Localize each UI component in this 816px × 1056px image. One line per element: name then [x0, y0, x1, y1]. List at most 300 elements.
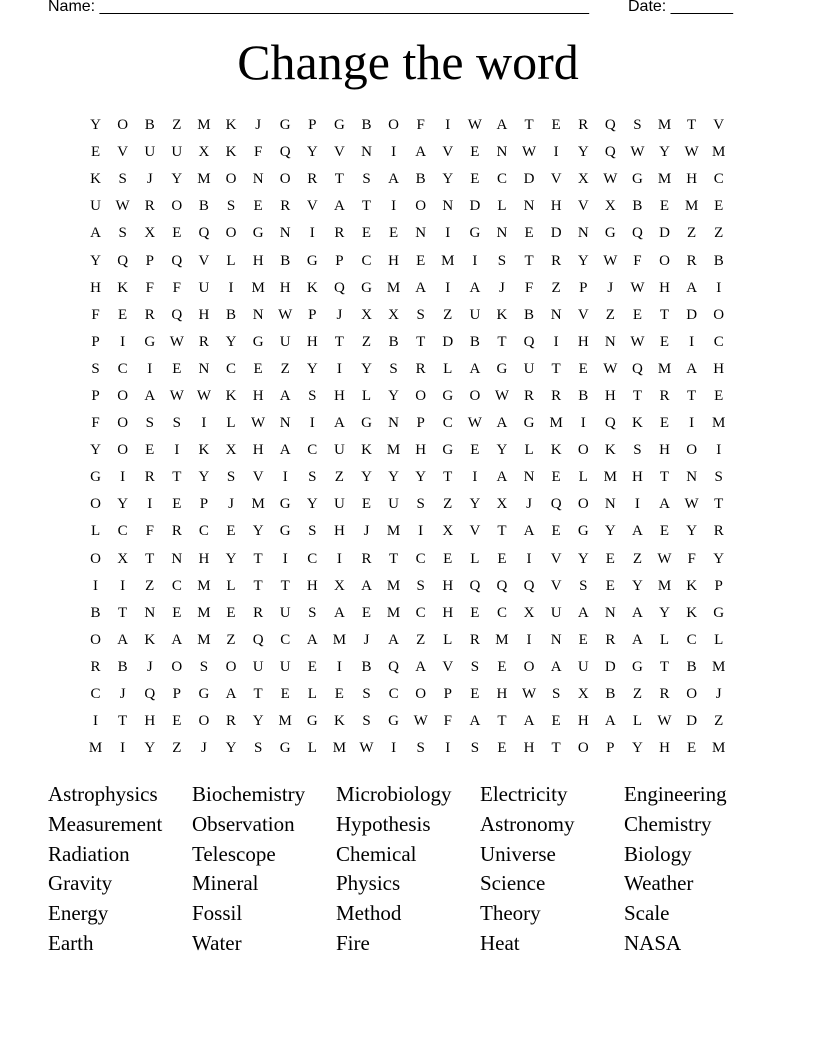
grid-letter: R	[307, 171, 318, 188]
grid-letter: G	[442, 387, 454, 404]
grid-letter: A	[171, 631, 183, 648]
grid-letter: P	[172, 686, 181, 703]
grid-letter: Y	[388, 469, 399, 486]
grid-letter: H	[306, 333, 318, 350]
grid-letter: U	[252, 658, 264, 675]
grid-letter: G	[333, 117, 345, 134]
grid-letter: I	[472, 469, 478, 486]
grid-letter: O	[469, 387, 481, 404]
grid-letter: Z	[172, 117, 182, 134]
grid-letter: U	[171, 144, 183, 161]
grid-letter: O	[171, 198, 183, 215]
grid-letter: A	[604, 713, 616, 730]
grid-letter: H	[659, 442, 670, 459]
grid-letter: S	[118, 225, 127, 242]
grid-letter: V	[198, 252, 210, 269]
grid-letter: Y	[632, 577, 643, 594]
grid-letter: W	[521, 686, 537, 703]
grid-letter: I	[716, 279, 722, 296]
grid-letter: C	[117, 523, 128, 540]
word-list-item: Scale	[624, 901, 670, 926]
grid-letter: E	[118, 306, 128, 323]
grid-letter: G	[361, 415, 372, 432]
grid-letter: X	[333, 577, 345, 594]
grid-letter: B	[524, 306, 535, 323]
grid-letter: S	[633, 117, 642, 134]
grid-letter: I	[526, 631, 532, 648]
grid-letter: M	[197, 604, 211, 621]
grid-letter: T	[253, 686, 263, 703]
grid-letter: X	[577, 686, 589, 703]
grid-letter: N	[252, 171, 264, 188]
grid-letter: L	[226, 252, 236, 269]
grid-letter: E	[578, 631, 588, 648]
grid-letter: B	[117, 658, 128, 675]
grid-letter: Y	[713, 550, 725, 567]
grid-letter: H	[713, 360, 725, 377]
word-list-item: Earth	[48, 930, 94, 955]
grid-letter: S	[118, 171, 127, 188]
grid-letter: G	[388, 713, 399, 730]
grid-letter: A	[496, 415, 508, 432]
word-list-item: Weather	[624, 871, 694, 896]
grid-letter: A	[279, 387, 291, 404]
grid-letter: A	[306, 631, 318, 648]
grid-letter: J	[526, 496, 532, 513]
grid-letter: W	[657, 550, 672, 567]
grid-letter: S	[416, 306, 425, 323]
grid-letter: P	[606, 740, 615, 757]
grid-letter: A	[523, 713, 535, 730]
grid-letter: O	[225, 658, 237, 675]
grid-letter: F	[524, 279, 534, 296]
grid-letter: T	[497, 713, 507, 730]
grid-letter: G	[523, 415, 535, 432]
grid-letter: T	[497, 523, 507, 540]
grid-letter: S	[470, 740, 480, 757]
grid-letter: Z	[145, 577, 155, 594]
grid-letter: M	[441, 252, 455, 269]
grid-letter: C	[713, 333, 724, 350]
word-list-item: Hypothesis	[336, 811, 431, 836]
grid-letter: O	[415, 387, 427, 404]
word-list-item: Fire	[336, 930, 370, 955]
grid-letter: I	[201, 415, 207, 432]
grid-letter: F	[91, 306, 100, 323]
grid-letter: X	[225, 442, 237, 459]
grid-letter: B	[198, 198, 209, 215]
grid-letter: M	[495, 631, 509, 648]
grid-letter: L	[524, 442, 534, 459]
word-list-item: Chemical	[336, 841, 417, 866]
grid-letter: L	[361, 387, 372, 404]
grid-letter: X	[144, 225, 156, 242]
grid-letter: M	[386, 604, 401, 621]
grid-letter: F	[172, 279, 181, 296]
grid-letter: Q	[388, 658, 399, 675]
grid-letter: N	[577, 225, 589, 242]
grid-letter: Y	[659, 604, 670, 621]
grid-letter: W	[278, 306, 293, 323]
grid-letter: M	[332, 631, 347, 648]
grid-letter: H	[279, 279, 291, 296]
grid-letter: K	[604, 442, 616, 459]
grid-letter: M	[657, 360, 672, 377]
grid-letter: I	[445, 225, 451, 242]
grid-letter: M	[332, 740, 347, 757]
grid-letter: P	[416, 415, 425, 432]
grid-letter: J	[715, 686, 722, 703]
grid-letter: C	[442, 415, 453, 432]
grid-letter: K	[225, 387, 237, 404]
grid-letter: G	[279, 496, 291, 513]
grid-letter: Q	[496, 577, 508, 594]
grid-letter: A	[361, 577, 372, 594]
grid-letter: I	[147, 496, 153, 513]
grid-letter: H	[523, 740, 535, 757]
grid-letter: A	[333, 604, 345, 621]
grid-letter: M	[712, 740, 726, 757]
grid-letter: O	[388, 117, 399, 134]
grid-letter: C	[171, 577, 182, 594]
grid-letter: Y	[306, 360, 318, 377]
grid-letter: X	[361, 306, 372, 323]
grid-letter: N	[144, 604, 156, 621]
grid-letter: B	[578, 387, 589, 404]
grid-letter: Z	[632, 550, 642, 567]
grid-letter: M	[197, 577, 211, 594]
grid-letter: V	[577, 306, 589, 323]
grid-letter: T	[659, 469, 670, 486]
grid-letter: U	[198, 279, 210, 296]
grid-letter: L	[307, 686, 317, 703]
word-list-item: Microbiology	[336, 782, 452, 806]
grid-letter: T	[334, 171, 344, 188]
grid-letter: T	[416, 333, 426, 350]
word-list-item: Heat	[480, 930, 520, 955]
grid-letter: Q	[604, 144, 616, 161]
grid-letter: Q	[632, 225, 643, 242]
grid-letter: Y	[388, 387, 399, 404]
grid-letter: T	[632, 387, 642, 404]
grid-letter: Y	[252, 713, 264, 730]
grid-letter: O	[713, 306, 725, 323]
grid-letter: I	[120, 469, 126, 486]
grid-letter: B	[90, 604, 101, 621]
grid-letter: R	[361, 550, 372, 567]
grid-letter: S	[497, 252, 507, 269]
grid-letter: N	[686, 469, 698, 486]
grid-letter: O	[198, 713, 210, 730]
grid-letter: Q	[171, 252, 183, 269]
word-list-item: Astronomy	[480, 811, 575, 836]
grid-letter: D	[686, 713, 698, 730]
grid-letter: E	[253, 198, 263, 215]
grid-letter: Q	[523, 577, 535, 594]
grid-letter: O	[117, 387, 129, 404]
grid-letter: S	[416, 496, 425, 513]
grid-letter: R	[578, 117, 589, 134]
grid-letter: J	[336, 306, 343, 323]
grid-letter: T	[334, 333, 344, 350]
grid-letter: N	[279, 225, 291, 242]
grid-letter: E	[470, 442, 480, 459]
grid-letter: M	[197, 117, 211, 134]
grid-letter: C	[226, 360, 237, 377]
grid-letter: J	[119, 686, 126, 703]
grid-letter: S	[145, 415, 154, 432]
grid-letter: E	[470, 144, 480, 161]
grid-letter: U	[333, 442, 345, 459]
grid-letter: N	[442, 198, 454, 215]
grid-letter: H	[496, 686, 508, 703]
word-list-item: Observation	[192, 811, 295, 836]
grid-letter: W	[196, 387, 211, 404]
grid-letter: C	[198, 523, 209, 540]
grid-letter: N	[496, 225, 508, 242]
grid-letter: I	[689, 415, 695, 432]
grid-letter: G	[632, 658, 643, 675]
grid-letter: T	[551, 740, 561, 757]
grid-letter: P	[145, 252, 154, 269]
grid-letter: O	[171, 658, 183, 675]
grid-letter: G	[442, 442, 454, 459]
grid-letter: Q	[198, 225, 210, 242]
grid-letter: E	[226, 523, 236, 540]
grid-letter: M	[712, 144, 726, 161]
grid-letter: M	[603, 469, 617, 486]
grid-letter: Y	[577, 550, 589, 567]
grid-letter: S	[551, 686, 561, 703]
grid-letter: L	[90, 523, 101, 540]
grid-letter: G	[144, 333, 156, 350]
grid-letter: T	[659, 658, 670, 675]
grid-letter: A	[632, 631, 643, 648]
grid-letter: Y	[604, 523, 616, 540]
grid-letter: M	[657, 577, 672, 594]
grid-letter: R	[334, 225, 345, 242]
letter-grid	[82, 112, 732, 762]
grid-letter: H	[333, 387, 345, 404]
grid-letter: A	[659, 496, 670, 513]
grid-letter: M	[549, 415, 563, 432]
grid-letter: Z	[551, 279, 561, 296]
grid-letter: E	[659, 333, 670, 350]
grid-letter: R	[415, 360, 426, 377]
grid-letter: F	[633, 252, 642, 269]
grid-letter: T	[361, 198, 372, 215]
grid-letter: A	[469, 360, 481, 377]
grid-letter: E	[416, 252, 426, 269]
grid-letter: R	[253, 604, 264, 621]
grid-letter: R	[713, 523, 724, 540]
grid-letter: Y	[225, 740, 237, 757]
grid-letter: E	[172, 713, 182, 730]
grid-letter: E	[605, 550, 615, 567]
grid-letter: W	[169, 387, 184, 404]
grid-letter: Q	[144, 686, 156, 703]
grid-letter: R	[659, 387, 670, 404]
grid-letter: J	[607, 279, 614, 296]
grid-letter: P	[308, 306, 317, 323]
grid-letter: L	[659, 631, 670, 648]
grid-letter: N	[604, 496, 616, 513]
grid-letter: K	[144, 631, 156, 648]
grid-letter: E	[687, 740, 697, 757]
grid-letter: L	[632, 713, 642, 730]
grid-letter: E	[172, 604, 182, 621]
grid-letter: E	[551, 469, 561, 486]
grid-letter: B	[632, 198, 643, 215]
grid-letter: I	[282, 550, 288, 567]
grid-letter: U	[279, 604, 291, 621]
grid-letter: V	[577, 198, 589, 215]
grid-letter: Q	[279, 144, 291, 161]
grid-letter: D	[604, 658, 616, 675]
grid-letter: T	[388, 550, 399, 567]
grid-letter: A	[577, 604, 589, 621]
grid-letter: I	[445, 279, 451, 296]
grid-letter: Y	[361, 469, 372, 486]
grid-letter: Z	[172, 740, 182, 757]
grid-letter: B	[713, 252, 724, 269]
grid-letter: Y	[225, 550, 237, 567]
grid-letter: H	[252, 442, 264, 459]
grid-letter: Z	[443, 306, 453, 323]
grid-letter: Y	[415, 469, 427, 486]
grid-letter: Z	[632, 686, 642, 703]
grid-letter: E	[551, 713, 561, 730]
grid-letter: K	[686, 604, 698, 621]
grid-letter: Q	[252, 631, 264, 648]
grid-letter: Q	[604, 117, 616, 134]
grid-letter: I	[309, 225, 315, 242]
grid-letter: E	[307, 658, 317, 675]
grid-letter: V	[469, 523, 481, 540]
grid-letter: N	[388, 415, 399, 432]
grid-letter: F	[91, 415, 100, 432]
grid-letter: A	[388, 631, 399, 648]
grid-letter: P	[335, 252, 344, 269]
grid-letter: S	[362, 686, 371, 703]
grid-letter: Q	[523, 333, 535, 350]
grid-letter: A	[415, 279, 427, 296]
grid-letter: B	[686, 658, 697, 675]
grid-letter: M	[88, 740, 103, 757]
grid-letter: E	[714, 387, 724, 404]
grid-letter: G	[252, 225, 264, 242]
grid-letter: O	[686, 686, 698, 703]
grid-letter: O	[415, 686, 427, 703]
grid-letter: S	[199, 658, 209, 675]
grid-letter: G	[306, 252, 318, 269]
grid-letter: A	[686, 279, 698, 296]
grid-letter: G	[604, 225, 616, 242]
grid-letter: I	[445, 740, 451, 757]
grid-letter: X	[442, 523, 454, 540]
grid-letter: H	[442, 604, 454, 621]
grid-letter: A	[496, 117, 508, 134]
grid-letter: I	[580, 415, 586, 432]
grid-letter: I	[391, 198, 397, 215]
grid-letter: L	[497, 198, 507, 215]
grid-letter: E	[659, 415, 670, 432]
grid-letter: M	[657, 117, 672, 134]
grid-letter: B	[361, 117, 372, 134]
grid-letter: N	[361, 144, 372, 161]
word-list-item: Biology	[624, 841, 692, 866]
word-list-item: Biochemistry	[192, 782, 306, 806]
name-field-label: Name: _______________________________________________________	[48, 0, 589, 15]
grid-letter: P	[579, 279, 588, 296]
grid-letter: S	[362, 171, 371, 188]
grid-letter: E	[497, 550, 507, 567]
grid-letter: N	[496, 144, 508, 161]
grid-letter: N	[171, 550, 183, 567]
grid-letter: M	[278, 713, 292, 730]
grid-letter: V	[306, 198, 318, 215]
grid-letter: G	[198, 686, 210, 703]
grid-letter: C	[415, 604, 426, 621]
grid-letter: G	[361, 279, 372, 296]
grid-letter: E	[226, 604, 236, 621]
word-list-item: Universe	[480, 841, 556, 866]
grid-letter: H	[198, 550, 210, 567]
grid-letter: M	[251, 496, 265, 513]
grid-letter: Z	[714, 713, 724, 730]
grid-letter: K	[632, 415, 643, 432]
grid-letter: K	[225, 117, 237, 134]
grid-letter: I	[391, 740, 397, 757]
grid-letter: Y	[442, 171, 454, 188]
grid-letter: H	[686, 171, 698, 188]
grid-letter: Y	[198, 469, 210, 486]
grid-letter: U	[279, 333, 291, 350]
grid-letter: E	[497, 740, 507, 757]
grid-letter: U	[469, 306, 481, 323]
grid-letter: B	[415, 171, 426, 188]
grid-letter: F	[253, 144, 263, 161]
grid-letter: Y	[117, 496, 129, 513]
grid-letter: K	[686, 577, 698, 594]
grid-letter: E	[90, 144, 101, 161]
grid-letter: T	[524, 117, 534, 134]
grid-letter: R	[90, 658, 101, 675]
grid-letter: Q	[632, 360, 643, 377]
grid-letter: Q	[604, 415, 616, 432]
grid-letter: C	[307, 442, 318, 459]
grid-letter: S	[308, 469, 317, 486]
grid-letter: J	[255, 117, 262, 134]
word-list-item: Telescope	[192, 841, 276, 866]
grid-letter: E	[470, 171, 480, 188]
grid-letter: L	[307, 740, 317, 757]
word-list-item: NASA	[624, 930, 682, 955]
grid-letter: T	[253, 550, 263, 567]
grid-letter: M	[386, 523, 401, 540]
grid-letter: W	[521, 144, 537, 161]
date-field-label: Date: _______	[628, 0, 733, 15]
grid-letter: P	[91, 387, 100, 404]
grid-letter: I	[228, 279, 234, 296]
grid-letter: Z	[361, 333, 372, 350]
grid-letter: E	[145, 442, 155, 459]
grid-letter: A	[523, 523, 535, 540]
grid-letter: I	[526, 550, 532, 567]
grid-letter: Z	[280, 360, 290, 377]
grid-letter: W	[630, 333, 645, 350]
grid-letter: W	[630, 279, 645, 296]
